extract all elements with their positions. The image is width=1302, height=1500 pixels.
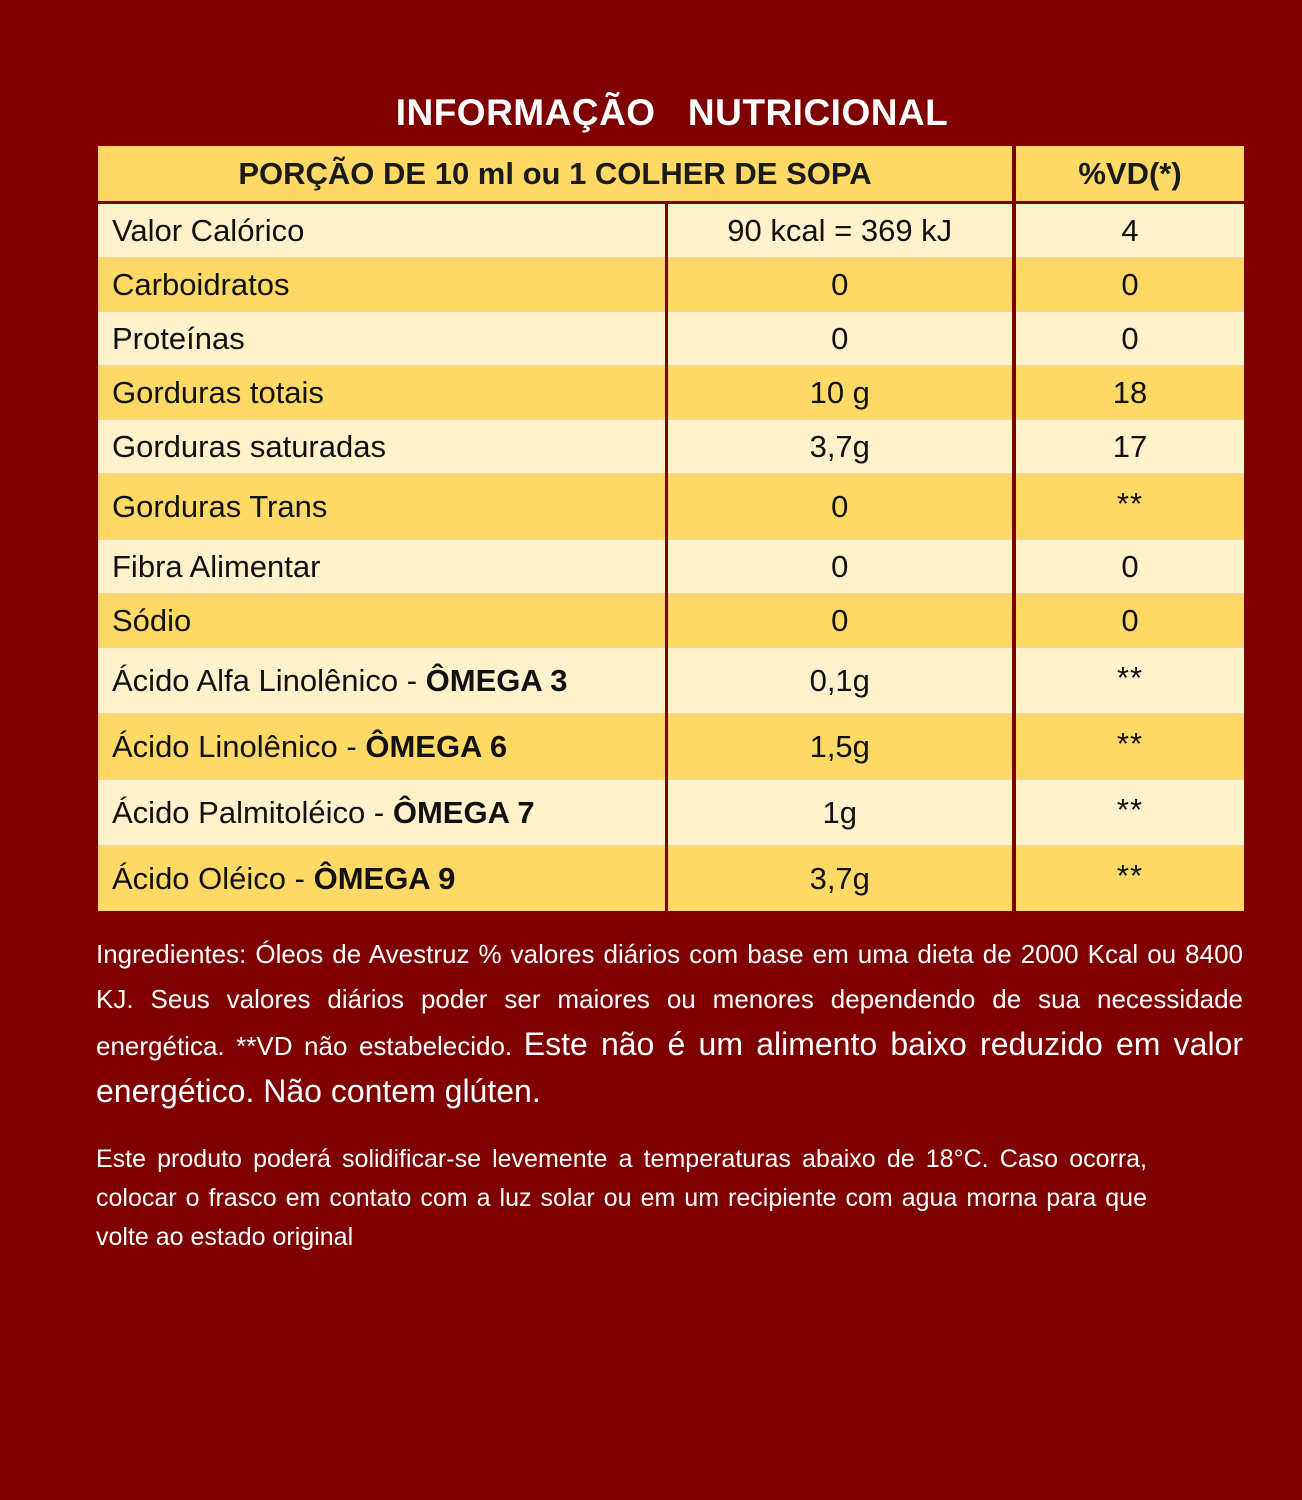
ingredients-paragraph (96, 932, 1243, 1116)
nutrient-vd: 0 (1014, 258, 1244, 312)
nutrition-table (98, 146, 1244, 911)
portion-header: PORÇÃO DE 10 ml ou 1 COLHER DE SOPA (98, 146, 1014, 203)
nutrient-vd: 0 (1014, 312, 1244, 366)
nutrient-vd: 18 (1014, 366, 1244, 420)
nutrient-label: Ácido Alfa Linolênico - (112, 662, 426, 698)
omega-label: ÔMEGA 6 (365, 728, 508, 764)
nutrient-vd: ** (1014, 474, 1244, 540)
table-row (98, 474, 1244, 540)
nutrient-label: Ácido Palmitoléico - (112, 794, 393, 830)
nutrient-vd: ** (1014, 648, 1244, 714)
nutrient-label: Fibra Alimentar (112, 548, 321, 584)
storage-note: Este produto poderá solidificar-se levemente a temperaturas abaixo de 18°C. Caso ocorra, colocar o frasco em contato com a luz solar ou em um recipiente com agua morna para que volte ao estado original (96, 1145, 1147, 1251)
nutrient-amount: 0,1g (666, 648, 1014, 714)
nutrient-amount: 3,7g (666, 846, 1014, 912)
table-header-row (98, 146, 1244, 203)
page-title: INFORMAÇÃO NUTRICIONAL (395, 92, 949, 133)
nutrient-vd: ** (1014, 846, 1244, 912)
nutrient-name (98, 474, 666, 540)
omega-label: ÔMEGA 3 (425, 662, 568, 698)
nutrient-amount: 3,7g (666, 420, 1014, 474)
nutrient-amount: 90 kcal = 369 kJ (666, 203, 1014, 258)
nutrient-name (98, 366, 666, 420)
table-row (98, 366, 1244, 420)
omega-label: ÔMEGA 9 (313, 860, 456, 896)
table-row (98, 420, 1244, 474)
nutrient-amount: 0 (666, 540, 1014, 594)
table-row (98, 780, 1244, 846)
table-row (98, 714, 1244, 780)
vd-header: %VD(*) (1014, 146, 1244, 203)
nutrient-name (98, 648, 666, 714)
nutrient-vd: 17 (1014, 420, 1244, 474)
nutrient-label: Ácido Linolênico - (112, 728, 366, 764)
nutrient-label: Ácido Oléico - (112, 860, 314, 896)
nutrient-name (98, 594, 666, 648)
table-row (98, 312, 1244, 366)
nutrient-label: Gorduras totais (112, 374, 324, 410)
nutrient-label: Gorduras saturadas (112, 428, 386, 464)
nutrient-name (98, 540, 666, 594)
nutrient-name (98, 846, 666, 912)
nutrient-name (98, 258, 666, 312)
nutrient-amount: 0 (666, 258, 1014, 312)
nutrient-vd: 4 (1014, 203, 1244, 258)
nutrient-name (98, 714, 666, 780)
nutrient-vd: 0 (1014, 594, 1244, 648)
table-row (98, 203, 1244, 258)
nutrient-amount: 0 (666, 474, 1014, 540)
table-row (98, 594, 1244, 648)
table-row (98, 648, 1244, 714)
nutrient-label: Sódio (112, 602, 192, 638)
table-row (98, 540, 1244, 594)
nutrient-amount: 0 (666, 312, 1014, 366)
table-row (98, 258, 1244, 312)
nutrient-amount: 1g (666, 780, 1014, 846)
nutrient-vd: 0 (1014, 540, 1244, 594)
nutrient-label: Gorduras Trans (112, 488, 328, 524)
nutrient-name (98, 780, 666, 846)
nutrient-name (98, 203, 666, 258)
table-row (98, 846, 1244, 912)
nutrient-label: Valor Calórico (112, 212, 305, 248)
nutrient-amount: 10 g (666, 366, 1014, 420)
nutrient-amount: 1,5g (666, 714, 1014, 780)
nutrient-name (98, 312, 666, 366)
ingredients-text: Ingredientes: Óleos de Avestruz % valores diários com base em uma dieta de 2000 Kcal ou 8400 KJ. Seus valores diários poder ser maiores ou menores dependendo de sua necessidade energética. **VD não estabelecido. (96, 939, 1243, 1061)
nutrient-vd: ** (1014, 780, 1244, 846)
ingredients-notice: Este não é um alimento baixo reduzido em valor energético. Não contem glúten. (96, 1026, 1244, 1109)
nutrient-label: Carboidratos (112, 266, 290, 302)
omega-label: ÔMEGA 7 (392, 794, 535, 830)
nutrient-amount: 0 (666, 594, 1014, 648)
nutrient-label: Proteínas (112, 320, 245, 356)
nutrient-name (98, 420, 666, 474)
nutrient-vd: ** (1014, 714, 1244, 780)
